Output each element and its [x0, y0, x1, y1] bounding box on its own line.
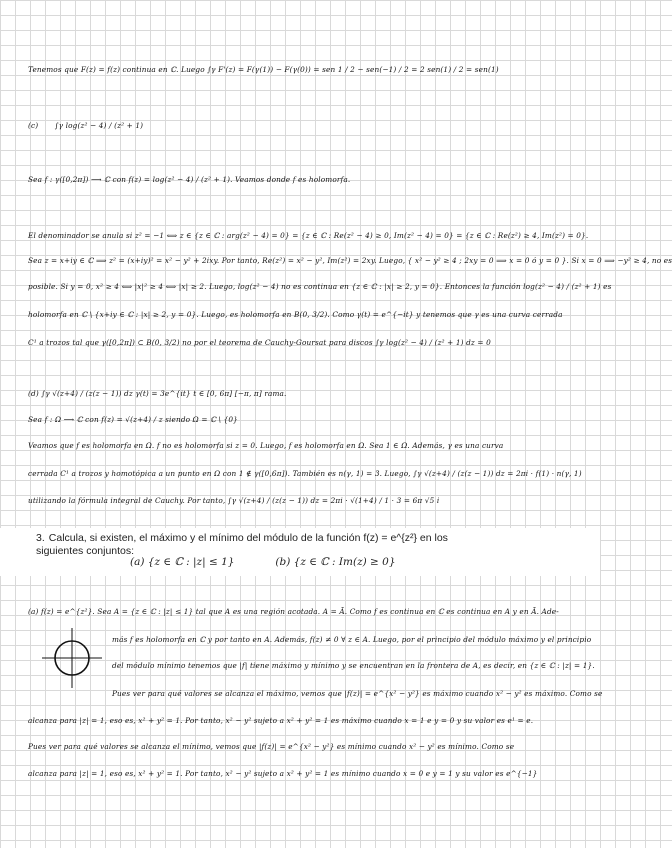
handwritten-line: alcanza para |z| = 1, eso es, x² + y² = 1. Por tanto, x² − y² sujeto a x² + y² = 1 es máximo cuando x = 1 e y = 0 y su valor es e¹ = e. [28, 716, 534, 725]
part-c-label [28, 122, 586, 129]
handwritten-line: alcanza para |z| = 1, eso es, x² + y² = 1. Por tanto, x² − y² sujeto a x² + y² = 1 es mínimo cuando x = 0 e y = 1 y su valor es e^{−1} [28, 769, 538, 778]
handwritten-line: C¹ a trozos tal que γ([0,2π]) ⊂ B(0, 3/2) no por el teorema de Cauchy-Goursat para discos ∫γ log(z² − 4) / (z² + 1) dz = 0 [28, 338, 491, 347]
question-body: Calcula, si existen, el máximo y el mínimo del módulo de la función f(z) = e^{z²} en los siguientes conjuntos: [36, 532, 448, 557]
handwritten-line: holomorfa en ℂ \ {x+iy ∈ ℂ : |x| ≥ 2, y = 0}. Luego, es holomorfa en B(0, 3/2). Como γ(t) = e^{−it} y tenemos que γ es una curva cerrada [28, 310, 563, 319]
handwritten-line: Sea f : γ([0,2π]) ⟶ ℂ con f(z) = log(z² − 4) / (z² + 1). Veamos donde f es holomorfa. [28, 175, 351, 184]
handwritten-line: Sea f : Ω ⟶ ℂ con f(z) = √(z+4) / z siendo Ω = ℂ \ {0} [28, 415, 238, 424]
question-options [130, 556, 434, 568]
handwritten-line: posible. Si y = 0, x² ≥ 4 ⟺ |x|² ≥ 4 ⟺ |x| ≥ 2. Luego, log(z² − 4) no es continua en {z ∈ ℂ : |x| ≥ 2, y = 0}. Entonces la función log(z² − 4) / (z² + 1) es [28, 282, 612, 291]
handwritten-line: (a) f(z) = e^{z²}. Sea A = {z ∈ ℂ : |z| ≤ 1} tal que A es una región acotada. A = Ā. Como f es continua en ℂ es continua en A y en Ā. Ade- [28, 607, 559, 616]
handwritten-line: Pues ver para qué valores se alcanza el máximo, vemos que |f(z)| = e^{x² − y²} es máximo cuando x² − y² es máximo. Como se [112, 689, 603, 698]
handwritten-line: Sea z = x+iy ∈ ℂ ⟹ z² = (x+iy)² = x² − y² + 2ixy. Por tanto, Re(z²) = x² − y², Im(z²) = 2xy. Luego, { x² − y² ≥ 4 ; 2xy = 0 ⟹ x = 0 ó y = 0 }. Si x = 0 ⟹ −y² ≥ 4, no es [28, 256, 672, 265]
handwritten-line: utilizando la fórmula integral de Cauchy. Por tanto, ∫γ √(z+4) / (z(z − 1)) dz = 2πi · √(1+4) / 1 · 3 = 6π √5 i [28, 496, 440, 505]
part-c-integral: ∫γ log(z² − 4) / (z² + 1) [54, 121, 144, 130]
option-a: (a) {z ∈ ℂ : |z| ≤ 1} [130, 556, 235, 568]
handwritten-line: Pues ver para qué valores se alcanza el mínimo, vemos que |f(z)| = e^{x² − y²} es mínimo cuando x² − y² es mínimo. Como se [28, 742, 515, 751]
handwritten-line: Veamos que f es holomorfa en Ω. f no es holomorfa si z = 0. Luego, f es holomorfa en Ω. Sea 1 ∈ Ω. Además, γ es una curva [28, 441, 504, 450]
part-label: (c) [28, 121, 39, 130]
handwritten-line: cerrada C¹ a trozos y homotópica a un punto en Ω con 1 ∉ γ([0,6π]). También es n(γ, 1) = 3. Luego, ∫γ √(z+4) / (z(z − 1)) dz = 2πi · f(1) · n(γ, 1) [28, 469, 582, 478]
handwritten-line: Tenemos que F(z) = f(z) continua en ℂ. Luego ∫γ F'(z) = F(γ(1)) − F(γ(0)) = sen 1 / 2 − sen(−1) / 2 = 2 sen(1) / 2 = sen(1) [28, 65, 499, 74]
handwritten-line: del módulo mínimo tenemos que |f| tiene máximo y mínimo y se encuentran en la frontera de A, es decir, en {z ∈ ℂ : |z| = 1}. [112, 661, 595, 670]
part-d-line: (d) ∫γ √(z+4) / (z(z − 1)) dz γ(t) = 3e^{it} t ∈ [0, 6π] [−π, π] rama. [28, 389, 287, 398]
question-text [36, 532, 486, 558]
handwritten-line: más f es holomorfa en ℂ y por tanto en A. Además, f(z) ≠ 0 ∀ z ∈ A. Luego, por el principio del módulo máximo y el principio [112, 635, 592, 644]
printed-question-block [0, 528, 600, 576]
option-b: (b) {z ∈ ℂ : Im(z) ≥ 0} [275, 556, 396, 568]
question-number: 3. [36, 532, 45, 544]
unit-circle-sketch [42, 628, 102, 688]
handwritten-line: El denominador se anula si z² = −1 ⟺ z ∈ {z ∈ ℂ : arg(z² − 4) = 0} = {z ∈ ℂ : Re(z² − 4) ≥ 0, Im(z² − 4) = 0} = {z ∈ ℂ : Re(z²) ≥ 4, Im(z²) = 0}. [28, 231, 589, 240]
